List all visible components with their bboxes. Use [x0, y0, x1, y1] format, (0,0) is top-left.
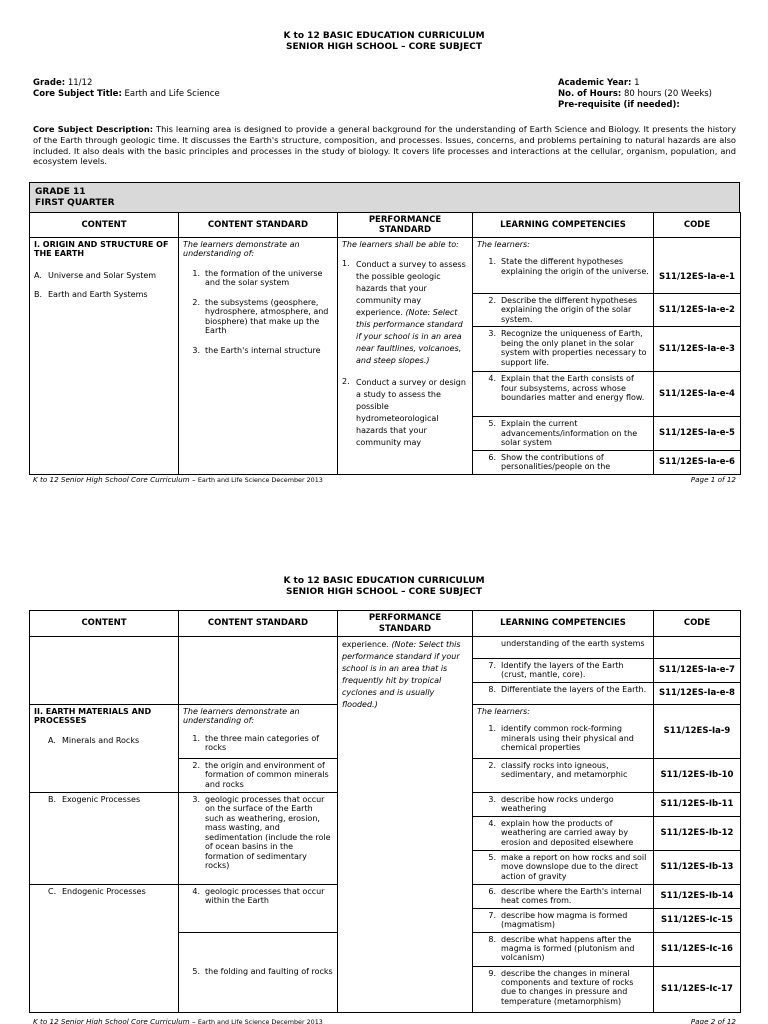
ps-intro: The learners shall be able to:	[342, 240, 459, 250]
lc2-row-2: 2. classify rocks into igneous, sedimentary, and metamorphic	[473, 758, 654, 792]
lc-row-3: 3. Recognize the uniqueness of Earth, being the only planet in the solar system with properties necessary to support life.	[473, 327, 654, 372]
cs-item-2: 2. the subsystems (geosphere, hydrosphere, atmosphere, and biosphere) that make up the Earth	[192, 297, 329, 336]
footer-page-number: Page 1 of 12	[690, 475, 736, 484]
hours-value: 80 hours (20 Weeks)	[624, 89, 712, 100]
content-cell-b: B. Exogenic Processes	[30, 792, 179, 884]
cs2-item-1: 1. the three main categories of rocks	[192, 733, 320, 753]
curriculum-table-1	[29, 212, 741, 475]
lc-row-7: 7. Identify the layers of the Earth (crust, mantle, core).	[473, 659, 654, 683]
content-standard-cell	[179, 238, 338, 475]
document-title-2	[0, 572, 768, 599]
cs-cell-4: 4. geologic processes that occur within the Earth	[179, 884, 338, 932]
col-header-content: CONTENT	[30, 213, 179, 238]
lc-intro-2: The learners:	[477, 706, 530, 716]
meta-left	[33, 78, 220, 100]
lc-row-4: 4. Explain that the Earth consists of four subsystems, across whose boundaries matter and energy flow.	[473, 372, 654, 417]
content-cell	[30, 238, 179, 475]
cs-item-3: 3. the Earth's internal structure	[192, 345, 321, 355]
lc-continued: understanding of the earth systems	[501, 639, 645, 648]
col-header-code: CODE	[654, 213, 741, 238]
footer-subject: Earth and Life Science December 2013	[197, 476, 323, 484]
code-16: S11/12ES-Ic-16	[654, 932, 741, 966]
grade-label: Grade:	[33, 78, 66, 88]
cs-cell-2: 2. the origin and environment of formation of common minerals and rocks	[179, 758, 338, 792]
code-9: S11/12ES-Ia-9	[654, 704, 741, 758]
ps-item-2: 2. Conduct a survey or design a study to assess the possible hydrometeorological hazards that your community may	[342, 377, 466, 448]
code-1: S11/12ES-Ia-e-1	[654, 262, 741, 294]
prereq-label: Pre-requisite (if needed):	[558, 100, 680, 111]
col-header-performance-standard: PERFORMANCE STANDARD	[338, 213, 473, 238]
code-empty	[654, 637, 741, 659]
lc-item-1: 1. State the different hypotheses explaining the origin of the universe.	[488, 257, 649, 276]
performance-standard-cell	[338, 238, 473, 475]
content-empty-cell	[30, 637, 179, 705]
lc2-row-7: 7. describe how magma is formed (magmatism)	[473, 908, 654, 932]
code-6: S11/12ES-Ia-e-6	[654, 450, 741, 474]
col-header-content-standard: CONTENT STANDARD	[179, 611, 338, 637]
content-heading-2: II. EARTH MATERIALS AND PROCESSES	[34, 706, 152, 726]
code-spacer	[654, 238, 741, 262]
lc2-row-5: 5. make a report on how rocks and soil move downslope due to the direct action of gravity	[473, 850, 654, 884]
year-label: Academic Year:	[558, 78, 632, 88]
code-5: S11/12ES-Ia-e-5	[654, 417, 741, 450]
footer-subject: Earth and Life Science December 2013	[197, 1018, 323, 1024]
hours-label: No. of Hours:	[558, 89, 622, 100]
code-17: S11/12ES-Ic-17	[654, 966, 741, 1012]
curriculum-table-2	[29, 610, 741, 1013]
cs-cell-3: 3. geologic processes that occur on the surface of the Earth such as weathering, erosion, mass wasting, and sedimentation (include the role of ocean basins in the formation of sedimentary rocks)	[179, 792, 338, 884]
code-11: S11/12ES-Ib-11	[654, 792, 741, 816]
document-page-2	[0, 572, 768, 1024]
grade-value: 11/12	[67, 78, 93, 88]
cs-cell-5: 5. the folding and faulting of rocks	[179, 932, 338, 1012]
lc-row-8: 8. Differentiate the layers of the Earth.	[473, 682, 654, 704]
page-footer-1	[33, 476, 736, 485]
lc-intro-cell	[473, 238, 654, 294]
content-heading: I. ORIGIN AND STRUCTURE OF THE EARTH	[34, 240, 169, 259]
ps-continued: experience.	[342, 640, 389, 649]
subject-description	[33, 124, 736, 167]
footer-left: K to 12 Senior High School Core Curriculum –	[33, 475, 196, 484]
meta-right	[558, 78, 712, 111]
code-3: S11/12ES-Ia-e-3	[654, 327, 741, 372]
title-line-1: K to 12 BASIC EDUCATION CURRICULUM	[283, 576, 485, 586]
ps-continued-cell	[338, 637, 473, 1013]
code-7: S11/12ES-Ia-e-7	[654, 659, 741, 683]
code-10: S11/12ES-Ib-10	[654, 758, 741, 792]
lc-row-6: 6. Show the contributions of personalities/people on the	[473, 450, 654, 474]
lc2-row-6: 6. describe where the Earth's internal heat comes from.	[473, 884, 654, 908]
col-header-code: CODE	[654, 611, 741, 637]
title-line-2: SENIOR HIGH SCHOOL – CORE SUBJECT	[286, 42, 482, 53]
code-14: S11/12ES-Ib-14	[654, 884, 741, 908]
title-label: Core Subject Title:	[33, 89, 122, 100]
lc-intro: The learners:	[477, 240, 530, 250]
code-8: S11/12ES-Ia-e-8	[654, 682, 741, 704]
content-cell-2	[30, 704, 179, 792]
col-header-learning-competencies: LEARNING COMPETENCIES	[473, 213, 654, 238]
col-header-learning-competencies: LEARNING COMPETENCIES	[473, 611, 654, 637]
footer-page-number: Page 2 of 12	[690, 1017, 736, 1024]
cs-empty-cell	[179, 637, 338, 705]
lc2-row-4: 4. explain how the products of weathering are carried away by erosion and deposited elsewhere	[473, 816, 654, 850]
lc2-row-1: The learners: 1. identify common rock-forming minerals using their physical and chemical properties	[473, 704, 654, 758]
content-sub-a2: A. Minerals and Rocks	[48, 735, 140, 745]
content-sub-a: A. Universe and Solar System	[34, 270, 157, 280]
page-footer-2	[33, 1018, 736, 1024]
lc-continued-cell	[473, 637, 654, 659]
document-title	[0, 0, 768, 54]
quarter-label: FIRST QUARTER	[35, 198, 115, 209]
grade-quarter-box	[29, 182, 740, 212]
lc2-row-3: 3. describe how rocks undergo weathering	[473, 792, 654, 816]
content-sub-b: B. Earth and Earth Systems	[34, 290, 148, 300]
content-cell-c: C. Endogenic Processes	[30, 884, 179, 1012]
code-4: S11/12ES-Ia-e-4	[654, 372, 741, 417]
col-header-content: CONTENT	[30, 611, 179, 637]
description-label: Core Subject Description:	[33, 124, 154, 134]
ps-continued-note: (Note: Select this performance standard if your school is in an area that is frequently hit by tropical cyclones and is usually flooded.)	[342, 640, 461, 709]
description-text: This learning area is designed to provide a general background for the understanding of Earth Science and Biology. It presents the history of the Earth through geologic time. It discusses the Earth's structure, composition, and processes. Issues, concerns, and problems pertaining to natural hazards are also included. It also deals with the basic principles and processes in the study of biology. It covers life processes and interactions at the cellular, organism, population, and ecosystem levels.	[33, 124, 737, 167]
code-2: S11/12ES-Ia-e-2	[654, 294, 741, 327]
lc-row-2: 2. Describe the different hypotheses explaining the origin of the solar system.	[473, 294, 654, 327]
cs-intro: The learners demonstrate an understanding of:	[183, 240, 300, 259]
code-12: S11/12ES-Ib-12	[654, 816, 741, 850]
col-header-content-standard: CONTENT STANDARD	[179, 213, 338, 238]
ps-item-1: 1. Conduct a survey to assess the possible geologic hazards that your community may experience. (Note: Select this performance standard if your school is in an area near faultlines, volcanoes, and steep slopes.)	[342, 259, 466, 366]
title-value: Earth and Life Science	[124, 89, 220, 100]
lc-row-5: 5. Explain the current advancements/information on the solar system	[473, 417, 654, 450]
cs-cell-1	[179, 704, 338, 758]
col-header-performance-standard: PERFORMANCE STANDARD	[338, 611, 473, 637]
lc2-row-8: 8. describe what happens after the magma is formed (plutonism and volcanism)	[473, 932, 654, 966]
footer-left: K to 12 Senior High School Core Curriculum –	[33, 1017, 196, 1024]
year-value: 1	[634, 78, 640, 88]
lc2-row-9: 9. describe the changes in mineral components and texture of rocks due to changes in pressure and temperature (metamorphism)	[473, 966, 654, 1012]
title-line-1: K to 12 BASIC EDUCATION CURRICULUM	[283, 31, 485, 41]
code-15: S11/12ES-Ic-15	[654, 908, 741, 932]
cs-intro-2: The learners demonstrate an understanding of:	[183, 706, 300, 726]
code-13: S11/12ES-Ib-13	[654, 850, 741, 884]
grade-label-box: GRADE 11	[35, 187, 86, 197]
title-line-2: SENIOR HIGH SCHOOL – CORE SUBJECT	[286, 587, 482, 598]
cs-item-1: 1. the formation of the universe and the solar system	[192, 268, 323, 288]
